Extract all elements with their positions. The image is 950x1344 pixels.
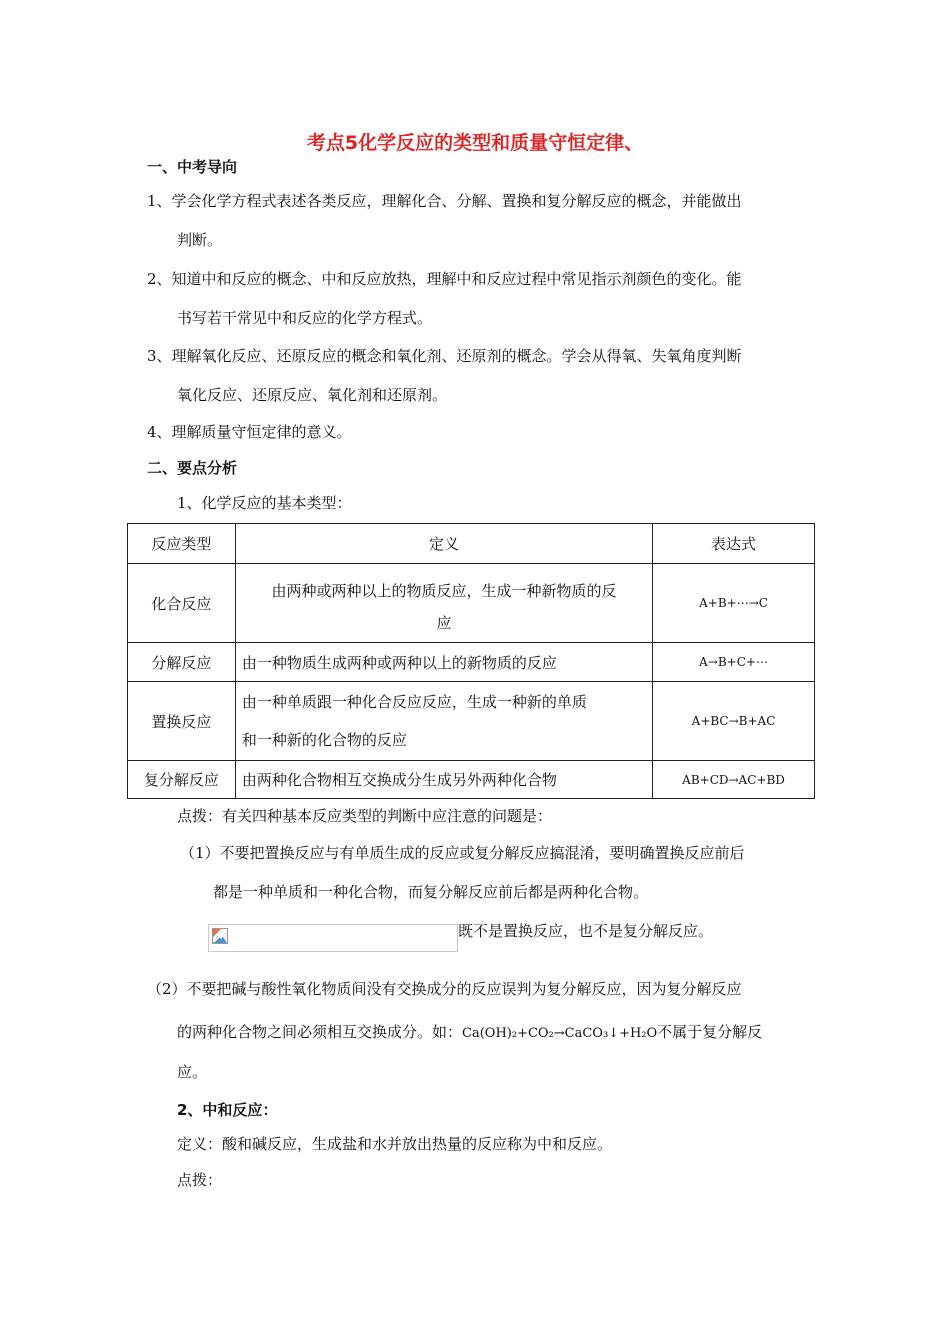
expression-cell: A+BC→B+AC xyxy=(653,682,815,761)
reaction-type-cell: 置换反应 xyxy=(128,682,236,761)
guide-item-3-line1: 3、理解氧化反应、还原反应的概念和氧化剂、还原剂的概念。学会从得氧、失氧角度判断 xyxy=(147,347,742,365)
tip-label: 点拨： xyxy=(177,1171,223,1189)
definition-cell xyxy=(235,682,652,761)
table-header-cell: 表达式 xyxy=(653,524,815,564)
table-row xyxy=(128,682,815,761)
guide-item-3-line2: 氧化反应、还原反应、氧化剂和还原剂。 xyxy=(177,386,448,404)
table-row xyxy=(128,564,815,643)
section2-heading: 二、要点分析 xyxy=(147,459,238,477)
section1-heading: 一、中考导向 xyxy=(147,158,238,176)
tip1-line3: 既不是置换反应，也不是复分解反应。 xyxy=(458,922,714,940)
definition-cell: 由一种物质生成两种或两种以上的新物质的反应 xyxy=(235,643,652,682)
table-row xyxy=(128,761,815,799)
table-row xyxy=(128,643,815,682)
definition-line: 应 xyxy=(436,614,452,632)
tip2-text-a: 的两种化合物之间必须相互交换成分。如： xyxy=(177,1023,463,1041)
guide-item-2-line2: 书写若干常见中和反应的化学方程式。 xyxy=(177,309,433,327)
expression-cell: A→B+C+⋯ xyxy=(653,643,815,682)
reaction-type-cell: 复分解反应 xyxy=(128,761,236,799)
reaction-type-cell: 分解反应 xyxy=(128,643,236,682)
guide-item-2-line1: 2、知道中和反应的概念、中和反应放热，理解中和反应过程中常见指示剂颜色的变化。能 xyxy=(147,270,742,288)
reaction-types-table xyxy=(127,523,815,799)
guide-item-1-line2: 判断。 xyxy=(177,231,223,249)
table-header-row xyxy=(128,524,815,564)
page-title: 考点5化学反应的类型和质量守恒定律、 xyxy=(306,132,644,154)
tip2-line2 xyxy=(177,1021,762,1042)
subsection-neutralization: 2、中和反应： xyxy=(177,1101,278,1119)
guide-item-1-line1: 1、学会化学方程式表述各类反应，理解化合、分解、置换和复分解反应的概念，并能做出 xyxy=(147,192,742,210)
tip2-line3: 应。 xyxy=(177,1063,208,1081)
definition-line: 由一种单质跟一种化合反应反应，生成一种新的单质 xyxy=(241,693,587,711)
expression-cell: AB+CD→AC+BD xyxy=(653,761,815,799)
definition-line: 由两种或两种以上的物质反应，生成一种新物质的反 xyxy=(271,582,617,600)
definition-cell xyxy=(235,564,652,643)
tip1-line1: （1）不要把置换反应与有单质生成的反应或复分解反应搞混淆，要明确置换反应前后 xyxy=(180,844,745,862)
tip1-line2: 都是一种单质和一种化合物，而复分解反应前后都是两种化合物。 xyxy=(213,883,649,901)
broken-image-icon xyxy=(212,928,228,944)
definition-line: 和一种新的化合物的反应 xyxy=(241,731,407,749)
equation-image-placeholder xyxy=(208,924,458,952)
expression-cell: A+B+⋯→C xyxy=(653,564,815,643)
tip-intro: 点拨：有关四种基本反应类型的判断中应注意的问题是： xyxy=(177,807,553,825)
table-header-cell: 定义 xyxy=(235,524,652,564)
table-header-cell: 反应类型 xyxy=(128,524,236,564)
definition-cell: 由两种化合物相互交换成分生成另外两种化合物 xyxy=(235,761,652,799)
reaction-type-cell: 化合反应 xyxy=(128,564,236,643)
subsection-reaction-types: 1、化学反应的基本类型： xyxy=(177,494,352,512)
guide-item-4: 4、理解质量守恒定律的意义。 xyxy=(147,423,352,441)
tip2-line1: （2）不要把碱与酸性氧化物质间没有交换成分的反应误判为复分解反应，因为复分解反应 xyxy=(147,980,742,998)
neutralization-definition: 定义：酸和碱反应，生成盐和水并放出热量的反应称为中和反应。 xyxy=(177,1135,613,1153)
chemical-equation: Ca(OH)₂+CO₂→CaCO₃↓+H₂O xyxy=(462,1026,658,1041)
tip2-text-b: 不属于复分解反 xyxy=(657,1023,763,1041)
